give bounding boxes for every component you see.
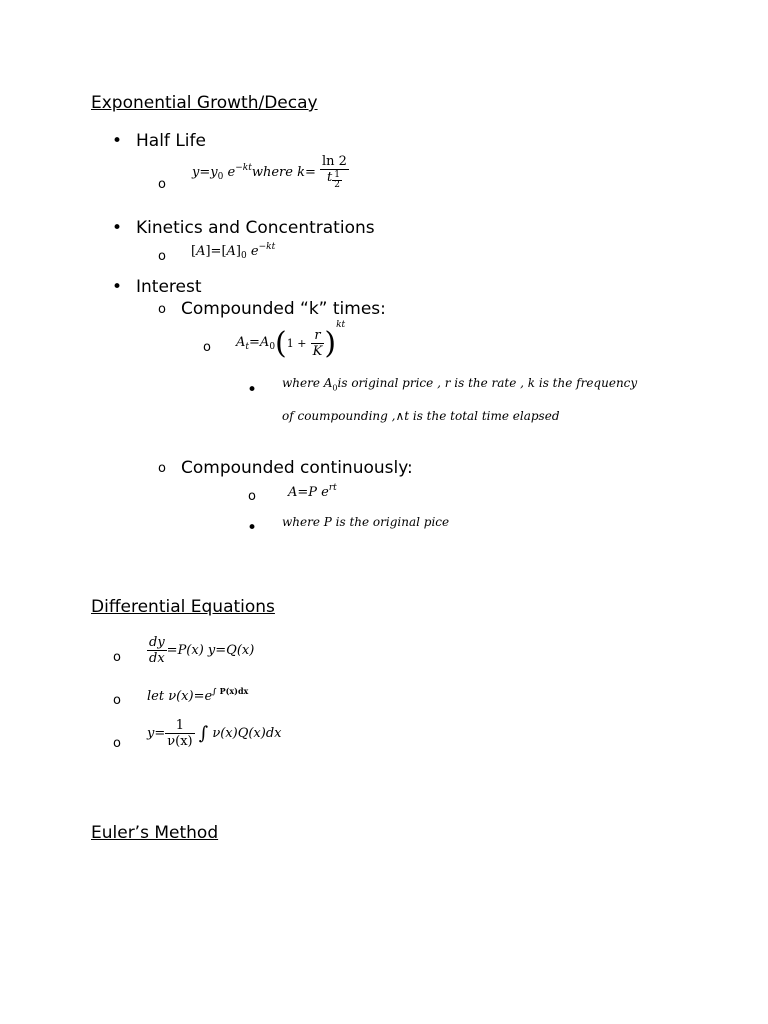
continuous-formula: A=P $e^{rt}$ xyxy=(288,483,337,500)
diff-eq1: $\frac{dy}{dx}$ =P(x) y=Q(x) xyxy=(149,635,255,666)
circle-bullet-diff-eq1: o xyxy=(113,650,121,665)
diff-eq3: y= $\frac{1}{\nu(x)}$ ∫ ν(x)Q(x)dx xyxy=(147,718,282,749)
half-life-formula: $y=y_0$ $e^{-kt}where$ k= ln 2 t $\frac{1}{2}$ xyxy=(192,154,347,190)
half-life-label: Half Life xyxy=(136,131,206,151)
interest-label: Interest xyxy=(136,277,202,297)
circle-bullet-continuous-formula: o xyxy=(248,489,256,504)
heading-differential: Differential Equations xyxy=(91,597,275,617)
compound-note-line1: where $A_0is$ original price , r is the rate , k is the frequency xyxy=(282,376,638,393)
bullet-interest: • xyxy=(112,277,123,297)
circle-bullet-kinetics: o xyxy=(158,249,166,264)
kinetics-label: Kinetics and Concentrations xyxy=(136,218,375,238)
circle-bullet-half-life: o xyxy=(158,177,166,192)
compound-formula: $A_t=A_0(1$ + $\frac{r}{K}$ )$^{kt}$ xyxy=(236,320,346,361)
half-life-fraction: ln 2 t $\frac{1}{2}$ xyxy=(322,154,347,190)
square-bullet-continuous-note: • xyxy=(247,518,258,538)
circle-bullet-continuous: o xyxy=(158,461,166,476)
heading-exponential: Exponential Growth/Decay xyxy=(91,93,318,113)
bullet-kinetics: • xyxy=(112,218,123,238)
bullet-half-life: • xyxy=(112,131,123,151)
circle-bullet-compound-formula: o xyxy=(203,340,211,355)
continuous-note: where P is the original pice xyxy=(282,515,450,529)
square-bullet-compound-note: • xyxy=(247,380,258,400)
circle-bullet-compounded-k: o xyxy=(158,302,166,317)
circle-bullet-diff-eq2: o xyxy=(113,693,121,708)
compounded-k-label: Compounded “k” times: xyxy=(181,299,386,319)
circle-bullet-diff-eq3: o xyxy=(113,736,121,751)
continuous-label: Compounded continuously: xyxy=(181,458,413,478)
heading-euler: Euler’s Method xyxy=(91,823,219,843)
kinetics-formula: $[A]=[A]_0$ $e^{-kt}$ xyxy=(191,242,276,261)
compound-note-line2: of coumpounding ,∧t is the total time elapsed xyxy=(282,409,560,423)
diff-eq2: let $\nu(x)=e^{\int P(x)dx}$ xyxy=(147,686,249,704)
